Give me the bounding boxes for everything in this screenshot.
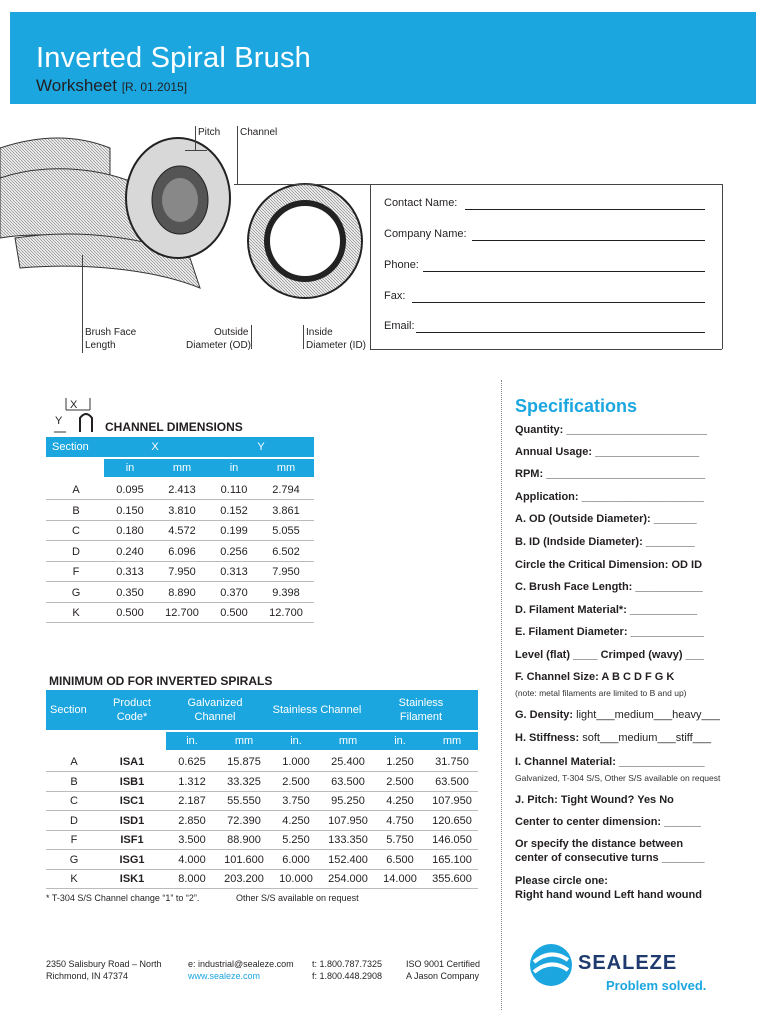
value-cell: 0.110 (220, 484, 248, 496)
table-header-row (46, 437, 314, 457)
value-cell: 4.250 (386, 795, 414, 807)
section-cell: K (70, 873, 78, 885)
y-mark-label: Y (55, 415, 63, 427)
value-cell: 5.750 (386, 834, 414, 846)
table-row (46, 812, 478, 831)
table-row (46, 543, 314, 562)
spec-annual-usage[interactable]: Annual Usage: _________________ (515, 446, 700, 458)
page-subtitle (36, 76, 187, 96)
spec-stiffness-options: soft___medium___stiff___ (579, 732, 712, 744)
od-col-product-1: Product (113, 697, 151, 709)
section-cell: D (72, 545, 80, 558)
section-cell: G (71, 586, 81, 599)
value-cell: 6.502 (272, 545, 300, 558)
value-cell: 15.875 (227, 756, 261, 768)
brush-core (162, 178, 198, 222)
spec-stiffness-label: H. Stiffness: (515, 732, 580, 744)
value-cell: 0.152 (220, 504, 248, 517)
section-cell: F (70, 834, 78, 846)
spec-channel-size-note: (note: metal filaments are limited to B and up) (515, 688, 687, 698)
value-cell: 2.187 (178, 795, 206, 807)
value-cell: 9.398 (272, 586, 300, 599)
value-cell: 0.180 (116, 525, 144, 537)
brand-tagline: Problem solved. (606, 978, 707, 993)
spec-density-label: G. Density: (515, 709, 574, 721)
fax-field[interactable] (412, 302, 705, 303)
od-ssf-in: in. (394, 735, 406, 747)
value-cell: 63.500 (331, 775, 365, 788)
column-divider (501, 380, 502, 1010)
channel-dimensions-table (46, 437, 314, 627)
spec-filament-diameter[interactable]: E. Filament Diameter: ____________ (515, 626, 704, 638)
table-row (46, 753, 478, 772)
page-title: Inverted Spiral Brush (36, 42, 311, 74)
spec-density[interactable] (515, 709, 720, 721)
phone-field[interactable] (423, 271, 705, 272)
section-cell: F (72, 566, 80, 578)
value-cell: 165.100 (432, 853, 472, 866)
fax-label: Fax: (384, 290, 406, 302)
brush-face-length-label-1: Brush Face (85, 327, 137, 338)
value-cell: 6.500 (386, 853, 414, 866)
value-cell: 0.256 (220, 545, 248, 558)
value-cell: 72.390 (227, 814, 261, 827)
table-row (46, 481, 314, 500)
value-cell: 95.250 (331, 795, 365, 807)
value-cell: 4.750 (386, 814, 414, 827)
brush-face-length-label-2: Length (85, 340, 116, 351)
spiral-brush-diagram (0, 118, 400, 358)
value-cell: 254.000 (328, 873, 368, 885)
value-cell: 8.890 (168, 586, 196, 599)
channel-label: Channel (240, 127, 278, 138)
section-cell: G (69, 853, 79, 866)
od-col-section: Section (50, 704, 87, 716)
value-cell: 55.550 (227, 795, 261, 807)
value-cell: 0.240 (116, 545, 144, 558)
value-cell: 3.750 (282, 795, 310, 807)
value-cell: 4.572 (168, 525, 196, 537)
specifications-title: Specifications (515, 396, 638, 416)
value-cell: 1.000 (282, 756, 310, 768)
od-ssf-mm: mm (442, 735, 462, 747)
value-cell: 2.794 (272, 484, 300, 496)
value-cell: 101.600 (224, 853, 264, 866)
spec-od[interactable]: A. OD (Outside Diameter): _______ (515, 513, 697, 525)
col-y: Y (257, 441, 265, 453)
spec-critical-dimension[interactable]: Circle the Critical Dimension: OD ID (515, 559, 703, 571)
spec-level-crimped[interactable]: Level (flat) ____ Crimped (wavy) ___ (515, 649, 704, 661)
value-cell: 6.000 (282, 853, 310, 866)
od-col-galv-2: Channel (194, 711, 236, 723)
email-field[interactable] (416, 332, 705, 333)
section-cell: K (72, 607, 80, 619)
minimum-od-table (46, 690, 478, 890)
od-label-1: Outside (214, 327, 249, 338)
col-x: X (151, 441, 159, 453)
value-cell: 355.600 (432, 873, 472, 885)
product-code-cell: ISF1 (120, 834, 144, 846)
brand-name: SEALEZE (578, 952, 678, 974)
section-cell: A (72, 484, 80, 496)
spec-brush-face-length[interactable]: C. Brush Face Length: ___________ (515, 581, 703, 593)
value-cell: 203.200 (224, 873, 264, 885)
footer-phone: t: 1.800.787.7325 (312, 959, 383, 969)
spec-circle-one: Please circle one: (515, 875, 608, 887)
value-cell: 0.370 (220, 586, 248, 599)
channel-dimensions-title: CHANNEL DIMENSIONS (105, 420, 243, 434)
x-mark-label: X (70, 399, 78, 411)
value-cell: 12.700 (269, 607, 303, 619)
id-label-1: Inside (306, 327, 333, 338)
value-cell: 25.400 (331, 756, 365, 768)
col-x-in: in (125, 462, 135, 474)
product-code-cell: ISC1 (119, 795, 145, 807)
value-cell: 2.850 (178, 814, 206, 827)
value-cell: 12.700 (165, 607, 199, 619)
ring-inner (267, 203, 343, 279)
table-row (46, 563, 314, 582)
od-galv-in: in. (186, 735, 198, 747)
contact-name-label: Contact Name: (384, 197, 458, 209)
table-row (46, 831, 478, 850)
footer-address-1: 2350 Salisbury Road – North (46, 959, 162, 969)
worksheet-label: Worksheet (36, 76, 117, 95)
value-cell: 0.500 (116, 607, 144, 619)
value-cell: 63.500 (435, 775, 469, 788)
value-cell: 14.000 (383, 873, 417, 885)
table-row (46, 522, 314, 541)
table-row (46, 773, 478, 792)
pitch-label: Pitch (198, 127, 221, 138)
od-col-ssf-2: Filament (399, 711, 443, 723)
value-cell: 0.199 (220, 525, 248, 537)
value-cell: 31.750 (435, 756, 469, 768)
spec-id[interactable]: B. ID (Indside Diameter): ________ (515, 536, 695, 548)
channel-profile-icon (52, 396, 102, 436)
col-y-mm: mm (276, 462, 296, 474)
value-cell: 133.350 (328, 834, 368, 846)
footer-email[interactable]: e: industrial@sealeze.com (188, 959, 294, 969)
od-col-ss: Stainless Channel (272, 704, 362, 716)
spec-distance-2[interactable]: center of consecutive turns _______ (515, 852, 705, 864)
value-cell: 3.861 (272, 504, 300, 517)
company-name-field[interactable] (472, 240, 705, 241)
spec-channel-material-note: Galvanized, T-304 S/S, Other S/S available on request (515, 773, 721, 783)
value-cell: 107.950 (328, 814, 368, 827)
product-code-cell: ISD1 (119, 814, 145, 827)
spec-hand-wound[interactable]: Right hand wound Left hand wound (515, 889, 702, 901)
od-units-row (166, 732, 478, 750)
product-code-cell: ISK1 (119, 873, 145, 885)
section-cell: D (70, 814, 78, 827)
footnote: * T-304 S/S Channel change “1” to “2”. (46, 893, 200, 903)
product-code-cell: ISG1 (119, 853, 145, 866)
revision-label: [R. 01.2015] (121, 80, 188, 94)
spec-quantity[interactable]: Quantity: _______________________ (515, 424, 708, 436)
spec-stiffness[interactable] (515, 732, 711, 744)
table-row (46, 604, 314, 623)
value-cell: 0.500 (220, 607, 248, 619)
value-cell: 5.250 (282, 834, 310, 846)
od-header-row (46, 690, 478, 730)
od-col-ssf-1: Stainless (398, 697, 444, 709)
value-cell: 4.250 (282, 814, 310, 827)
footer-address-2: Richmond, IN 47374 (46, 971, 129, 981)
spec-distance-1: Or specify the distance between (515, 838, 684, 850)
value-cell: 152.400 (328, 853, 368, 866)
footer-website-link[interactable]: www.sealeze.com (188, 971, 261, 981)
spec-channel-material[interactable]: I. Channel Material: ______________ (515, 756, 705, 768)
value-cell: 7.950 (168, 566, 196, 578)
table-row (46, 870, 478, 889)
company-name-label: Company Name: (384, 228, 467, 240)
table-row (46, 851, 478, 870)
spec-center-to-center[interactable]: Center to center dimension: ______ (515, 816, 701, 828)
value-cell: 33.325 (227, 775, 261, 788)
value-cell: 0.313 (116, 566, 144, 578)
phone-label: Phone: (384, 259, 419, 271)
col-x-mm: mm (172, 462, 192, 474)
footer-iso: ISO 9001 Certified (406, 959, 481, 969)
value-cell: 2.500 (386, 775, 414, 788)
spec-density-options: light___medium___heavy___ (573, 709, 720, 721)
sealeze-logo-icon (528, 942, 574, 988)
value-cell: 0.095 (116, 484, 144, 496)
product-code-cell: ISB1 (119, 775, 145, 788)
value-cell: 0.350 (116, 586, 144, 599)
value-cell: 107.950 (432, 795, 472, 807)
contact-name-field[interactable] (465, 209, 705, 210)
spec-application[interactable]: Application: ____________________ (515, 491, 704, 503)
section-cell: C (70, 795, 78, 807)
id-label-2: Diameter (ID) (306, 340, 367, 351)
spec-filament-material[interactable]: D. Filament Material*: ___________ (515, 604, 698, 616)
spec-channel-size[interactable]: F. Channel Size: A B C D F G K (515, 671, 675, 683)
value-cell: 8.000 (178, 873, 206, 885)
value-cell: 0.625 (178, 756, 206, 768)
od-ss-in: in. (290, 735, 302, 747)
value-cell: 7.950 (272, 566, 300, 578)
table-units-row (104, 459, 314, 477)
value-cell: 120.650 (432, 814, 472, 827)
value-cell: 0.150 (116, 504, 144, 517)
od-col-product-2: Code* (116, 711, 148, 723)
spec-rpm[interactable]: RPM: __________________________ (515, 468, 706, 480)
table-row (46, 584, 314, 603)
section-cell: A (70, 756, 78, 768)
value-cell: 1.250 (386, 756, 414, 768)
value-cell: 0.313 (220, 566, 248, 578)
table-row (46, 792, 478, 811)
value-cell: 1.312 (178, 775, 206, 788)
col-y-in: in (229, 462, 239, 474)
section-cell: B (70, 775, 78, 788)
section-cell: C (72, 525, 80, 537)
value-cell: 5.055 (272, 525, 300, 537)
minimum-od-title: MINIMUM OD FOR INVERTED SPIRALS (49, 674, 273, 688)
section-cell: B (72, 504, 80, 517)
footer-fax: f: 1.800.448.2908 (312, 971, 383, 981)
value-cell: 146.050 (432, 834, 472, 846)
product-code-cell: ISA1 (119, 756, 145, 768)
value-cell: 4.000 (178, 853, 206, 866)
footnote-other: Other S/S available on request (236, 893, 359, 903)
od-galv-mm: mm (234, 735, 254, 747)
email-label: Email: (384, 320, 415, 332)
value-cell: 10.000 (279, 873, 313, 885)
spec-pitch[interactable]: J. Pitch: Tight Wound? Yes No (515, 794, 674, 806)
value-cell: 3.500 (178, 834, 206, 846)
value-cell: 2.500 (282, 775, 310, 788)
value-cell: 2.413 (168, 484, 196, 496)
od-ss-mm: mm (338, 735, 358, 747)
value-cell: 3.810 (168, 504, 196, 517)
table-row (46, 502, 314, 521)
value-cell: 88.900 (227, 834, 261, 846)
od-col-galv-1: Galvanized (187, 697, 243, 709)
col-section: Section (52, 441, 89, 453)
od-label-2: Diameter (OD) (186, 340, 252, 351)
value-cell: 6.096 (168, 545, 196, 558)
footer-company: A Jason Company (406, 971, 480, 981)
